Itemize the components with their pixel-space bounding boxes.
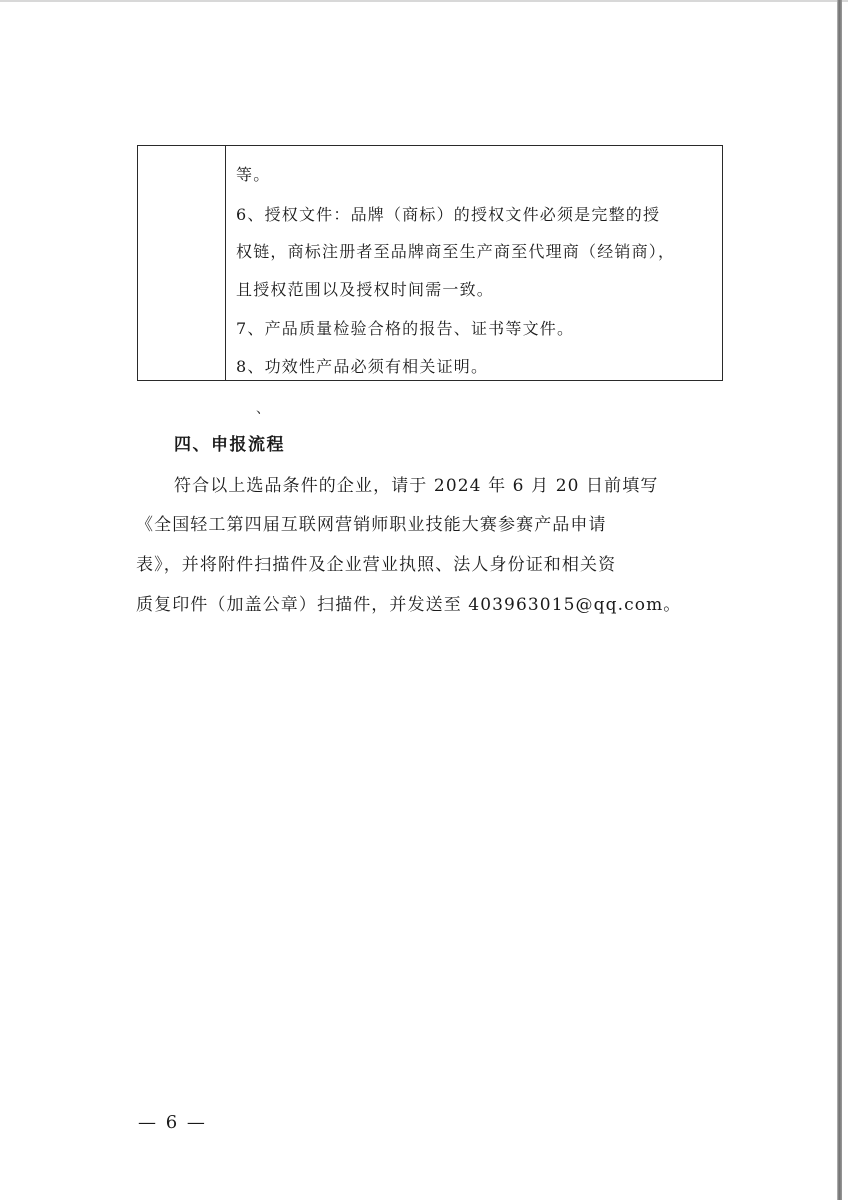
stray-mark: 、 (256, 401, 270, 417)
paragraph-line: 符合以上选品条件的企业，请于 2024 年 6 月 20 日前填写 (174, 476, 659, 496)
table-line: 8、功效性产品必须有相关证明。 (236, 357, 489, 376)
table-line: 权链，商标注册者至品牌商至生产商至代理商（经销商）， (236, 242, 676, 261)
section-heading: 四、申报流程 (174, 435, 285, 455)
table-line: 等。 (236, 165, 271, 184)
table-left-cell (138, 146, 226, 380)
requirements-table (137, 145, 723, 381)
paragraph-line: 质复印件（加盖公章）扫描件，并发送至 403963015@qq.com。 (136, 595, 682, 615)
table-line: 7、产品质量检验合格的报告、证书等文件。 (236, 319, 575, 338)
page-number: — 6 — (138, 1112, 207, 1133)
table-right-cell (226, 146, 722, 380)
paragraph-line: 表》，并将附件扫描件及企业营业执照、法人身份证和相关资 (136, 555, 617, 575)
scan-edge-right (837, 0, 842, 1200)
table-line: 6、授权文件：品牌（商标）的授权文件必须是完整的授 (236, 205, 661, 224)
table-line: 且授权范围以及授权时间需一致。 (236, 280, 495, 299)
scan-edge-top (0, 0, 848, 2)
paragraph-line: 《全国轻工第四届互联网营销师职业技能大赛参赛产品申请 (136, 515, 607, 535)
